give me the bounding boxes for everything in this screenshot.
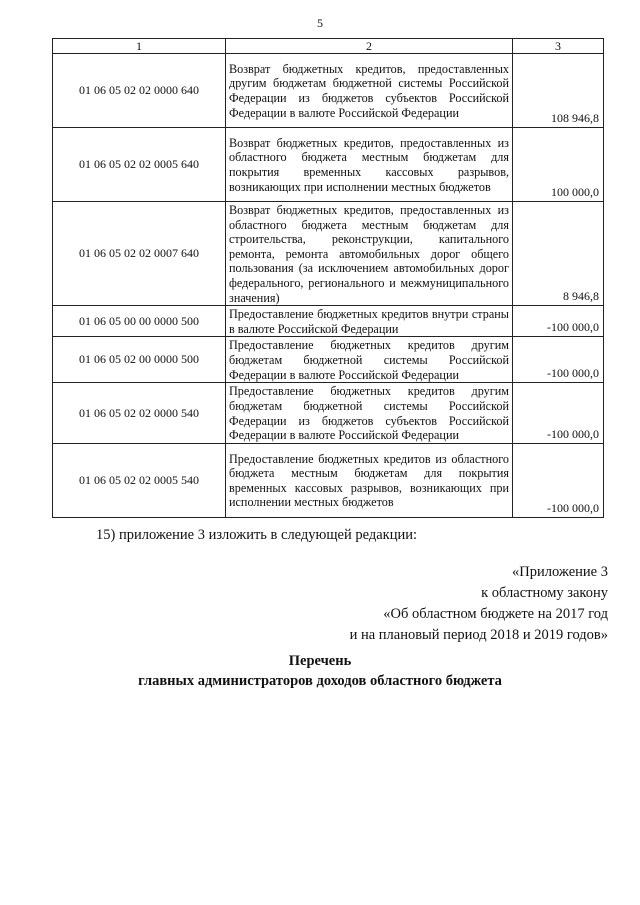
table-row [53,54,604,128]
page-number: 5 [317,16,323,30]
row-description: Предоставление бюджетных кредитов другим бюджетам бюджетной системы Российской Федерации из бюджетов субъектов Российской Федерации в валюте Российской Федерации [226,383,513,443]
row-amount: -100 000,0 [513,337,604,383]
budget-table [52,38,604,518]
appendix-line: «Приложение 3 [512,564,608,580]
header-col-3: 3 [513,39,604,54]
row-code: 01 06 05 02 02 0007 640 [53,202,226,306]
row-description: Предоставление бюджетных кредитов другим бюджетам бюджетной системы Российской Федерации в валюте Российской Федерации [226,337,513,383]
row-code: 01 06 05 02 02 0000 540 [53,383,226,443]
table-row [53,337,604,383]
row-code: 01 06 05 02 02 0000 640 [53,54,226,128]
row-description: Предоставление бюджетных кредитов из областного бюджета местным бюджетам для покрытия временных кассовых разрывов, возникающих при исполнении местных бюджетов [226,443,513,517]
table-row [53,306,604,337]
row-code: 01 06 05 02 00 0000 500 [53,337,226,383]
document-title [0,651,640,691]
table-row [53,443,604,517]
amendment-item-15: 15) приложение 3 изложить в следующей редакции: [96,527,418,543]
table-header-row [53,39,604,54]
row-code: 01 06 05 00 00 0000 500 [53,306,226,337]
appendix-line: к областному закону [481,585,608,601]
row-description: Возврат бюджетных кредитов, предоставленных из областного бюджета местным бюджетам для строительства, реконструкции, капитального ремонта, ремонта автомобильных дорог общего пользования (за исключением автомобильных дорог федерального, регионального и межмуниципального значения) [226,202,513,306]
row-description: Возврат бюджетных кредитов, предоставленных из областного бюджета местным бюджетам для покрытия временных кассовых разрывов, возникающих при исполнении местных бюджетов [226,128,513,202]
row-amount: 100 000,0 [513,128,604,202]
row-code: 01 06 05 02 02 0005 640 [53,128,226,202]
row-description: Предоставление бюджетных кредитов внутри страны в валюте Российской Федерации [226,306,513,337]
header-col-1: 1 [53,39,226,54]
title-line-1: Перечень [288,653,352,669]
appendix-header [350,562,608,646]
header-col-2: 2 [226,39,513,54]
row-amount: 8 946,8 [513,202,604,306]
row-code: 01 06 05 02 02 0005 540 [53,443,226,517]
table-row [53,202,604,306]
row-amount: 108 946,8 [513,54,604,128]
table-row [53,128,604,202]
row-amount: -100 000,0 [513,306,604,337]
appendix-line: и на плановый период 2018 и 2019 годов» [349,627,608,643]
table-row [53,383,604,443]
appendix-line: «Об областном бюджете на 2017 год [383,606,608,622]
row-amount: -100 000,0 [513,383,604,443]
title-line-2: главных администраторов доходов областного бюджета [138,673,502,689]
row-amount: -100 000,0 [513,443,604,517]
row-description: Возврат бюджетных кредитов, предоставленных другим бюджетам бюджетной системы Российской Федерации из бюджетов субъектов Российской Федерации в валюте Российской Федерации [226,54,513,128]
